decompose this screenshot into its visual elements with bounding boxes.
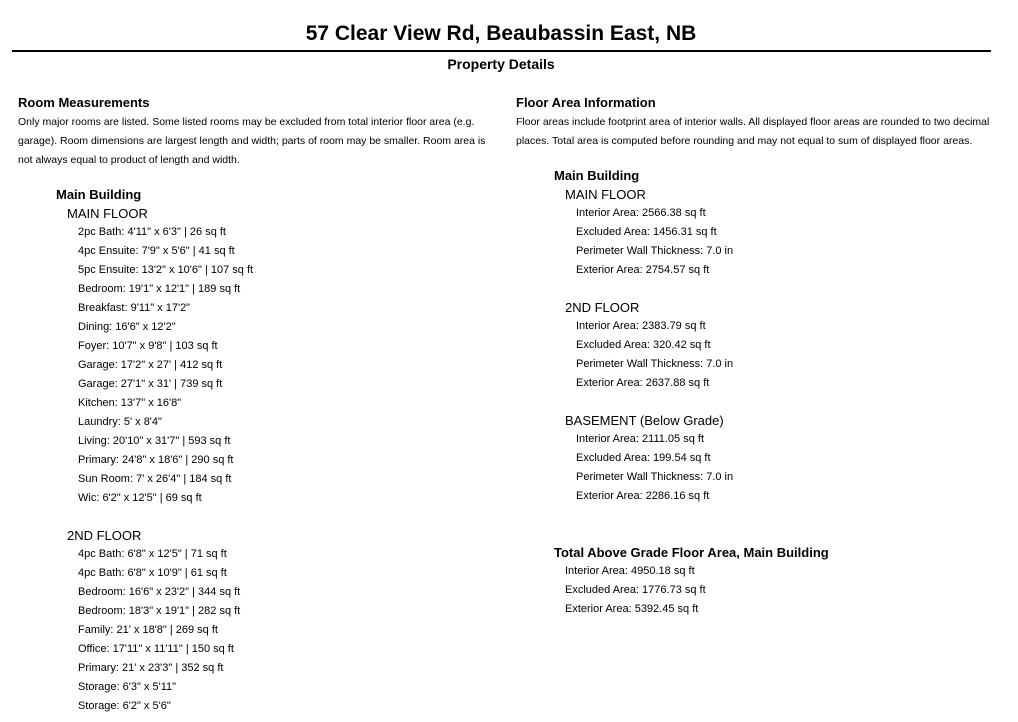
room-item: 5pc Ensuite: 13'2" x 10'6" | 107 sq ft <box>78 264 254 276</box>
area-floor-basement <box>565 411 998 506</box>
room-item: Sun Room: 7' x 26'4" | 184 sq ft <box>78 473 232 485</box>
room-item: Kitchen: 13'7" x 16'8" <box>78 397 182 409</box>
totals-block <box>554 543 998 619</box>
room-item: Bedroom: 19'1" x 12'1" | 189 sq ft <box>78 283 241 295</box>
room-item: 4pc Bath: 6'8" x 12'5" | 71 sq ft <box>78 548 227 560</box>
room-item: Garage: 27'1" x 31' | 739 sq ft <box>78 378 223 390</box>
area-item: Perimeter Wall Thickness: 7.0 in <box>576 245 734 257</box>
area-floor-name: 2ND FLOOR <box>565 300 640 315</box>
room-item: Laundry: 5' x 8'4" <box>78 416 162 428</box>
room-measurements-description: Only major rooms are listed. Some listed rooms may be excluded from total interior floor area (e.g. garage). Room dimensions are largest length and width; parts of room may be smaller. Room area is not always equal to product of length and width. <box>18 116 486 166</box>
room-measurements-section <box>18 94 493 716</box>
area-floor-name: MAIN FLOOR <box>565 187 646 202</box>
room-item: Storage: 6'2" x 5'6" <box>78 700 171 712</box>
area-item: Exterior Area: 2637.88 sq ft <box>576 377 710 389</box>
room-measurements-heading: Room Measurements <box>18 95 150 110</box>
room-building-block <box>56 185 493 716</box>
area-item: Exterior Area: 2286.16 sq ft <box>576 490 710 502</box>
area-building-name: Main Building <box>554 168 640 183</box>
area-item: Interior Area: 2566.38 sq ft <box>576 207 706 219</box>
title-divider <box>12 50 991 52</box>
room-item: Dining: 16'6" x 12'2" <box>78 321 176 333</box>
room-floor-main <box>67 204 493 508</box>
room-item: Primary: 21' x 23'3" | 352 sq ft <box>78 662 224 674</box>
room-item: 4pc Ensuite: 7'9" x 5'6" | 41 sq ft <box>78 245 235 257</box>
area-item: Perimeter Wall Thickness: 7.0 in <box>576 358 734 370</box>
area-building-block <box>554 166 998 506</box>
area-item: Excluded Area: 199.54 sq ft <box>576 452 711 464</box>
area-list <box>576 430 998 506</box>
area-item: Exterior Area: 2754.57 sq ft <box>576 264 710 276</box>
area-list <box>576 317 998 393</box>
spacer <box>554 393 998 411</box>
room-item: 4pc Bath: 6'8" x 10'9" | 61 sq ft <box>78 567 227 579</box>
room-item: 2pc Bath: 4'11" x 6'3" | 26 sq ft <box>78 226 226 238</box>
room-floor-second <box>67 526 493 716</box>
area-floor-main <box>565 185 998 280</box>
room-item: Bedroom: 16'6" x 23'2" | 344 sq ft <box>78 586 241 598</box>
room-floor-name: 2ND FLOOR <box>67 528 142 543</box>
floor-area-section <box>516 94 998 619</box>
room-list <box>78 223 493 508</box>
room-item: Primary: 24'8" x 18'6" | 290 sq ft <box>78 454 234 466</box>
area-item: Perimeter Wall Thickness: 7.0 in <box>576 471 734 483</box>
area-item: Excluded Area: 320.42 sq ft <box>576 339 711 351</box>
spacer <box>56 508 493 526</box>
room-item: Bedroom: 18'3" x 19'1" | 282 sq ft <box>78 605 241 617</box>
area-item: Interior Area: 2111.05 sq ft <box>576 433 705 445</box>
totals-item: Interior Area: 4950.18 sq ft <box>565 565 695 577</box>
room-item: Family: 21' x 18'8" | 269 sq ft <box>78 624 218 636</box>
floor-area-heading: Floor Area Information <box>516 95 656 110</box>
area-floor-name: BASEMENT (Below Grade) <box>565 413 724 428</box>
room-item: Office: 17'11" x 11'11" | 150 sq ft <box>78 643 234 655</box>
room-item: Storage: 6'3" x 5'11" <box>78 681 177 693</box>
totals-list <box>565 562 998 619</box>
spacer <box>554 280 998 298</box>
area-list <box>576 204 998 280</box>
room-item: Wic: 6'2" x 12'5" | 69 sq ft <box>78 492 202 504</box>
room-floor-name: MAIN FLOOR <box>67 206 148 221</box>
area-item: Excluded Area: 1456.31 sq ft <box>576 226 717 238</box>
area-item: Interior Area: 2383.79 sq ft <box>576 320 706 332</box>
totals-heading: Total Above Grade Floor Area, Main Building <box>554 545 829 560</box>
room-item: Living: 20'10" x 31'7" | 593 sq ft <box>78 435 231 447</box>
room-item: Breakfast: 9'11" x 17'2" <box>78 302 191 314</box>
area-floor-second <box>565 298 998 393</box>
totals-item: Excluded Area: 1776.73 sq ft <box>565 584 706 596</box>
floor-area-description: Floor areas include footprint area of interior walls. All displayed floor areas are rounded to two decimal places. Total area is computed before rounding and may not equal to sum of displayed floor areas. <box>516 116 990 147</box>
room-item: Foyer: 10'7" x 9'8" | 103 sq ft <box>78 340 218 352</box>
totals-item: Exterior Area: 5392.45 sq ft <box>565 603 699 615</box>
room-list <box>78 545 493 716</box>
room-building-name: Main Building <box>56 187 142 202</box>
page-title: 57 Clear View Rd, Beaubassin East, NB <box>305 22 697 45</box>
room-item: Garage: 17'2" x 27' | 412 sq ft <box>78 359 223 371</box>
page-subtitle: Property Details <box>447 56 555 72</box>
